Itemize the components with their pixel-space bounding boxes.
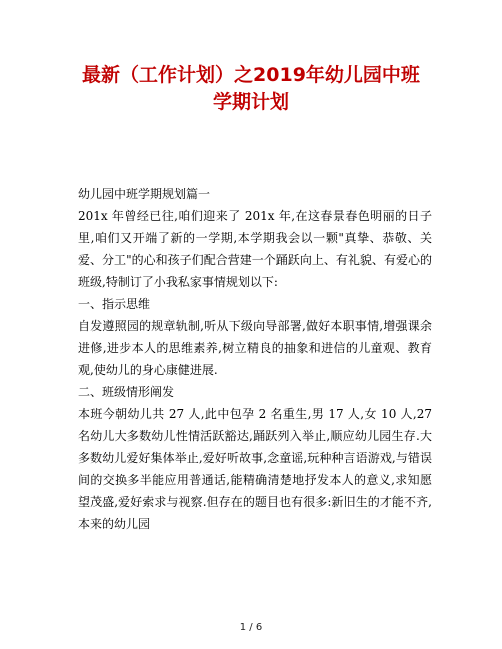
body-paragraph: 本班今朝幼儿共 27 人,此中包孕 2 名重生,男 17 人,女 10 人,27 名幼儿大多数幼儿性情活跃豁达,踊跃列入举止,顺应幼儿园生存.大多数幼儿爱好集体举止,爱好听故事,念童谣,玩种种言语游戏,与错误间的交换多半能应用普通话,能精确清楚地抒发本人的意义,求知愿望茂盛,爱好索求与视察.但存在的题目也有很多:新旧生的才能不齐,本来的幼儿园 [78,407,432,531]
section-heading: 幼儿园中班学期规划篇一 [78,187,211,201]
body-paragraph: 201x 年曾经已往,咱们迎来了 201x 年,在这春景春色明丽的日子里,咱们又开端了新的一学期,本学期我会以一颗"真挚、恭敬、关爱、分工"的心和孩子们配合营建一个踊跃向上、有礼貌、有爱心的班级,特制订了小我私家事情规划以下: [78,209,432,289]
title-line-2: 学期计划 [212,91,289,113]
body-paragraph: 自发遵照园的规章轨制,听从下级向导部署,做好本职事情,增强课余进修,进步本人的思维素养,树立精良的抽象和进信的儿童观、教育观,使幼儿的身心康健进展. [78,319,432,377]
section-heading: 一、指示思维 [78,297,151,311]
document-title [40,62,462,116]
page-number: 1 / 6 [239,622,263,633]
document-body [78,183,432,535]
title-line-1: 最新（工作计划）之2019年幼儿园中班 [82,64,420,86]
section-heading: 二、班级情形阐发 [78,385,175,399]
